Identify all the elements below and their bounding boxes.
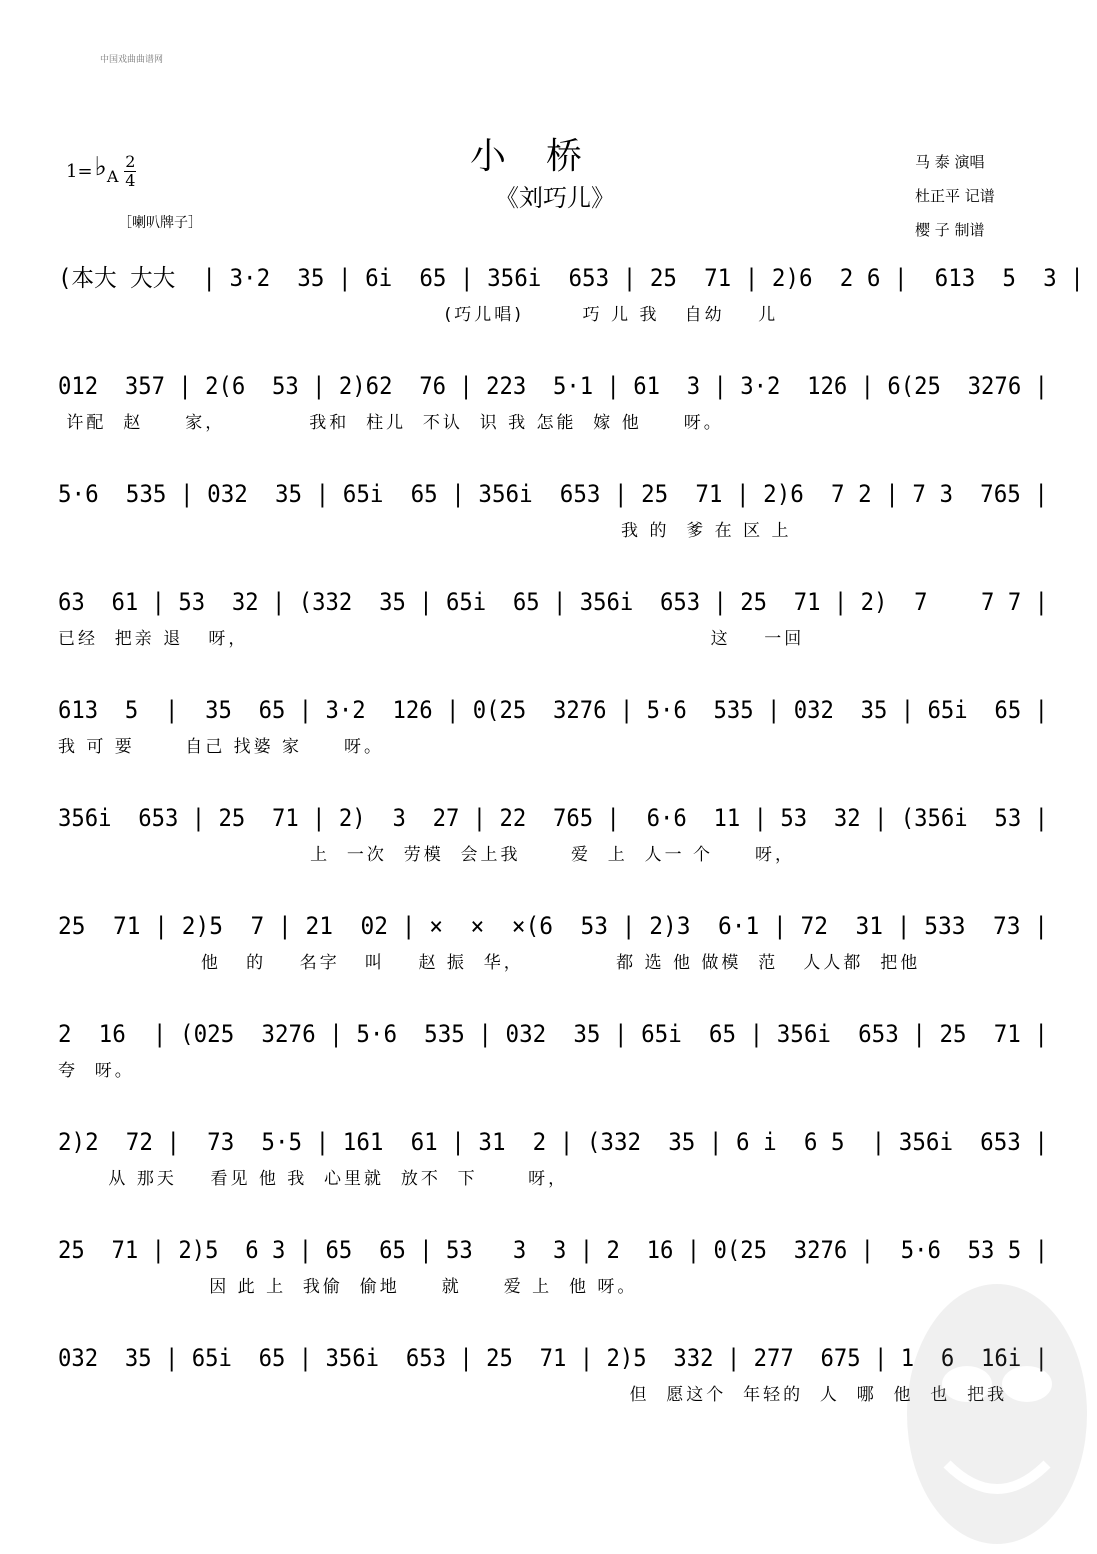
qupai-label: ［喇叭牌子］ xyxy=(118,215,202,231)
page-subtitle: 《刘巧儿》 xyxy=(495,184,615,212)
key-note: A xyxy=(106,166,119,186)
notation-line: 356i 653 | 25 71 | 2) 3 27 | 22 765 | 6·6 11 | 53 32 | (356i 53 | xyxy=(58,804,1048,832)
notation-line: 25 71 | 2)5 7 | 21 02 | × × ×(6 53 | 2)3 6·1 | 72 31 | 533 73 | xyxy=(58,912,1048,940)
lyrics-line: 许配 赵 家， 我和 柱儿 不认 识 我 怎能 嫁 他 呀。 xyxy=(58,413,724,433)
key-prefix: 1= xyxy=(66,160,93,182)
credits xyxy=(915,145,995,247)
notation-line: 012 357 | 2(6 53 | 2)62 76 | 223 5·1 | 61 3 | 3·2 126 | 6(25 3276 | xyxy=(58,372,1048,400)
notation-line: (本大 大大 | 3·2 35 | 6i 65 | 356i 653 | 25 71 | 2)6 2 6 | 613 5 3 | xyxy=(58,264,1084,292)
time-den: 4 xyxy=(125,170,136,190)
score-row xyxy=(58,366,1048,433)
lyrics-line: 上 一次 劳模 会上我 爱 上 人一 个 呀， xyxy=(58,845,795,865)
score-row xyxy=(58,1014,1048,1081)
score-row xyxy=(58,798,1048,865)
notation-line: 5·6 535 | 032 35 | 65i 65 | 356i 653 | 25 71 | 2)6 7 2 | 7 3 765 | xyxy=(58,480,1048,508)
flat-sign: ♭ xyxy=(94,152,107,182)
lyrics-line: 我 的 爹 在 区 上 xyxy=(58,521,792,541)
notation-line: 2 16 | (025 3276 | 5·6 535 | 032 35 | 65i 65 | 356i 653 | 25 71 | xyxy=(58,1020,1048,1048)
lyrics-line: 因 此 上 我偷 偷地 就 爱 上 他 呀。 xyxy=(58,1277,638,1297)
lyrics-line: 我 可 要 自己 找婆 家 呀。 xyxy=(58,737,385,757)
lyrics-line: 从 那天 看见 他 我 心里就 放不 下 呀， xyxy=(58,1169,569,1189)
lyrics-line: (巧儿唱) 巧 儿 我 自幼 儿 xyxy=(58,305,779,325)
score-row xyxy=(58,474,1048,541)
opera-mask-watermark xyxy=(877,1264,1097,1554)
score-row xyxy=(58,258,1084,325)
credit-notation: 杜正平 记谱 xyxy=(915,187,995,205)
credit-typeset: 樱 子 制谱 xyxy=(915,221,985,239)
time-signature xyxy=(124,151,136,190)
lyrics-line: 已经 把亲 退 呀， 这 一回 xyxy=(58,629,805,649)
credit-singer: 马 泰 演唱 xyxy=(915,153,985,171)
notation-line: 2)2 72 | 73 5·5 | 161 61 | 31 2 | (332 35 | 6 i 6 5 | 356i 653 | xyxy=(58,1128,1048,1156)
score-row xyxy=(58,582,1048,649)
time-num: 2 xyxy=(125,151,136,171)
score-row xyxy=(58,690,1048,757)
score-row xyxy=(58,906,1048,973)
score-row xyxy=(58,1122,1048,1189)
notation-line: 63 61 | 53 32 | (332 35 | 65i 65 | 356i 653 | 25 71 | 2) 7 7 7 | xyxy=(58,588,1048,616)
page-title: 小桥 xyxy=(470,136,623,177)
lyrics-line: 他 的 名字 叫 赵 振 华， 都 选 他 做模 范 人人都 把他 xyxy=(58,953,921,973)
notation-line: 032 35 | 65i 65 | 356i 653 | 25 71 | 2)5 332 | 277 675 | 1 6 16i | xyxy=(58,1344,1048,1372)
site-watermark: 中国戏曲曲谱网 xyxy=(100,55,164,65)
lyrics-line: 但 愿这个 年轻的 人 哪 他 也 把我 xyxy=(58,1385,1008,1405)
notation-line: 613 5 | 35 65 | 3·2 126 | 0(25 3276 | 5·6 535 | 032 35 | 65i 65 | xyxy=(58,696,1048,724)
key-signature xyxy=(66,152,136,190)
notation-line: 25 71 | 2)5 6 3 | 65 65 | 53 3 3 | 2 16 | 0(25 3276 | 5·6 53 5 | xyxy=(58,1236,1048,1264)
lyrics-line: 夸 呀。 xyxy=(58,1061,135,1081)
